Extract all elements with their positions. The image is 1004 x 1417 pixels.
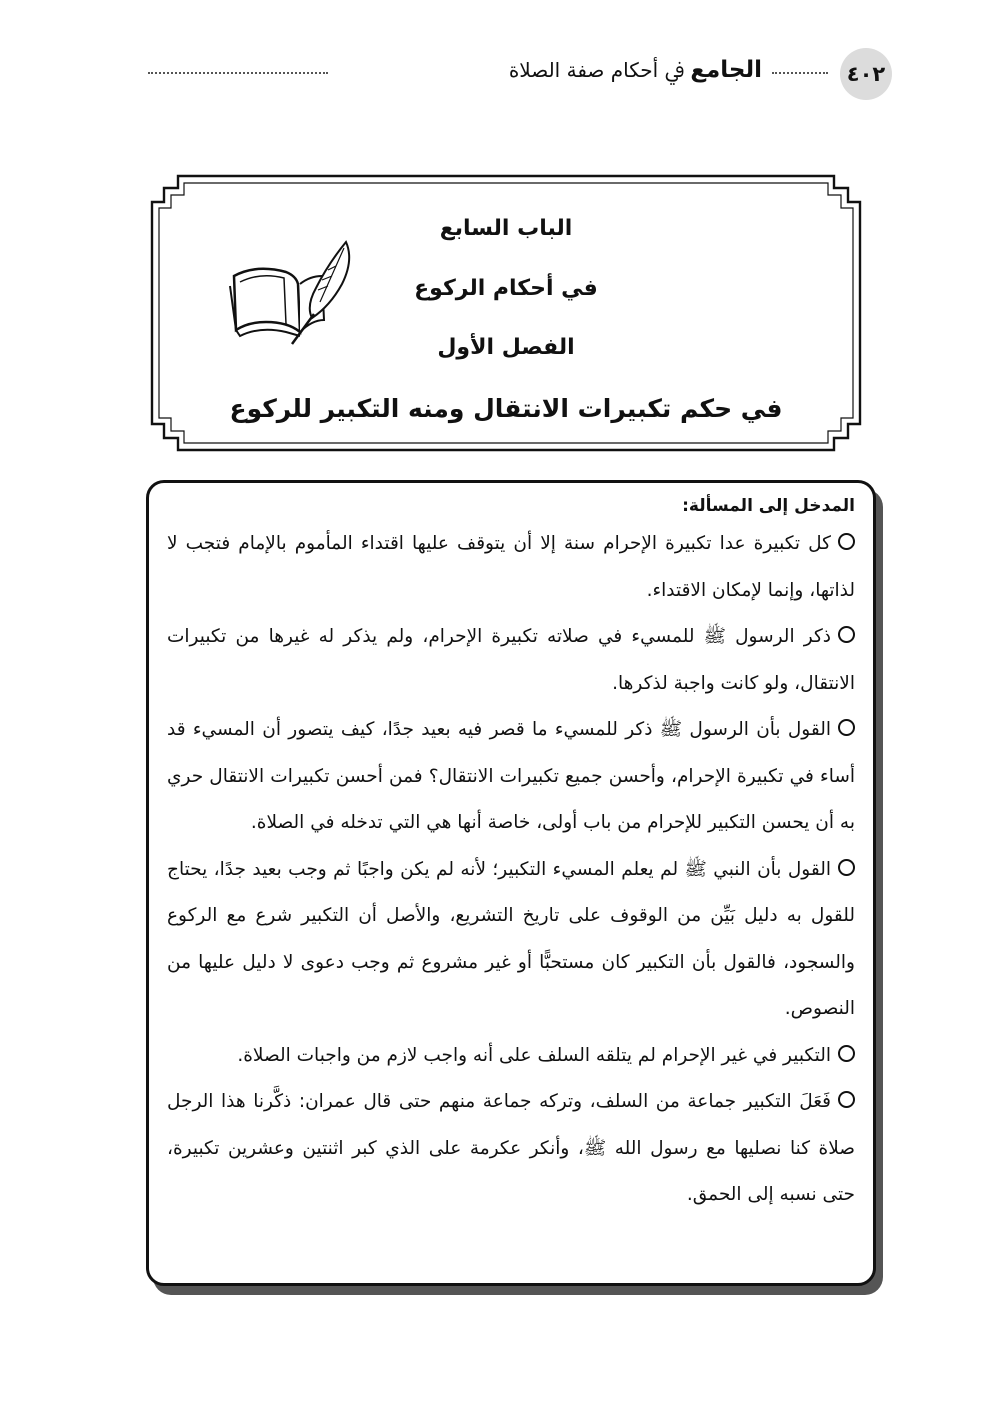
summary-point	[167, 521, 855, 614]
page-number: ٤٠٢	[840, 48, 892, 100]
summary-box	[146, 480, 876, 1286]
running-title-rest: ﰲ أحكام صفة الصلاة	[508, 58, 691, 82]
summary-point-text: القول بأن النبي ﷺ لم يعلم المسيء التكبير؛ لأنه لم يكن واجبًا ثم وجب بعيد جدًا، يحتاج للقول به دليل بَيِّن من الوقوف على تاريخ التشريع، والأصل أن التكبير شرع مع الركوع والسجود، فالقول بأن التكبير كان مستحبًّا أو غير مشروع ثم وجب دعوى لا دليل عليها من النصوص.	[167, 858, 855, 1019]
running-title-strong: الجامع	[690, 57, 762, 83]
summary-point	[167, 847, 855, 1033]
section-topic: في حكم تكبيرات الانتقال ومنه التكبير للركوع	[229, 394, 783, 423]
section-title: الفصل الأول	[437, 335, 575, 360]
summary-point	[167, 614, 855, 707]
summary-point	[167, 707, 855, 847]
circle-bullet-icon	[838, 626, 855, 643]
chapter-heading-block	[148, 172, 864, 454]
part-topic: في أحكام الركوع	[414, 276, 598, 301]
summary-point	[167, 1033, 855, 1080]
summary-point	[167, 1079, 855, 1219]
circle-bullet-icon	[838, 719, 855, 736]
summary-point-text: التكبير في غير الإحرام لم يتلقه السلف على أنه واجب لازم من واجبات الصلاة.	[237, 1044, 831, 1066]
chapter-title-frame	[148, 172, 864, 454]
page-header	[140, 48, 892, 98]
intro-label: المدخل إلى المسألة:	[682, 496, 855, 516]
summary-point-text: ذكر الرسول ﷺ للمسيء في صلاته تكبيرة الإحرام، ولم يذكر له غيرها من تكبيرات الانتقال، ولو كانت واجبة لذكرها.	[167, 626, 855, 694]
summary-point-text: كل تكبيرة عدا تكبيرة الإحرام سنة إلا أن يتوقف عليها اقتداء المأموم بالإمام فتجب لا لذاتها، وإنما لإمكان الاقتداء.	[167, 533, 855, 601]
summary-box-inner	[167, 491, 855, 1219]
circle-bullet-icon	[838, 533, 855, 550]
header-dotted-rule-left	[148, 72, 328, 74]
circle-bullet-icon	[838, 859, 855, 876]
header-dotted-rule-right	[772, 72, 828, 74]
summary-point-text: فَعَلَ التكبير جماعة من السلف، وتركه جماعة منهم حتى قال عمران: ذكَّرنا هذا الرجل صلاة كنا نصليها مع رسول الله ﷺ، وأنكر عكرمة على الذي كبر اثنتين وعشرين تكبيرة، حتى نسبه إلى الحمق.	[167, 1091, 855, 1205]
circle-bullet-icon	[838, 1045, 855, 1062]
running-title	[509, 57, 762, 83]
summary-point-text: القول بأن الرسول ﷺ ذكر للمسيء ما قصر فيه بعيد جدًا، كيف يتصور أن المسيء قد أساء في تكبيرة الإحرام، وأحسن جميع تكبيرات الانتقال؟ فمن أحسن تكبيرات الانتقال حري به أن يحسن التكبير للإحرام من باب أولى، خاصة أنها هي التي تدخله في الصلاة.	[167, 719, 855, 833]
circle-bullet-icon	[838, 1091, 855, 1108]
part-title: الباب السابع	[439, 216, 573, 241]
